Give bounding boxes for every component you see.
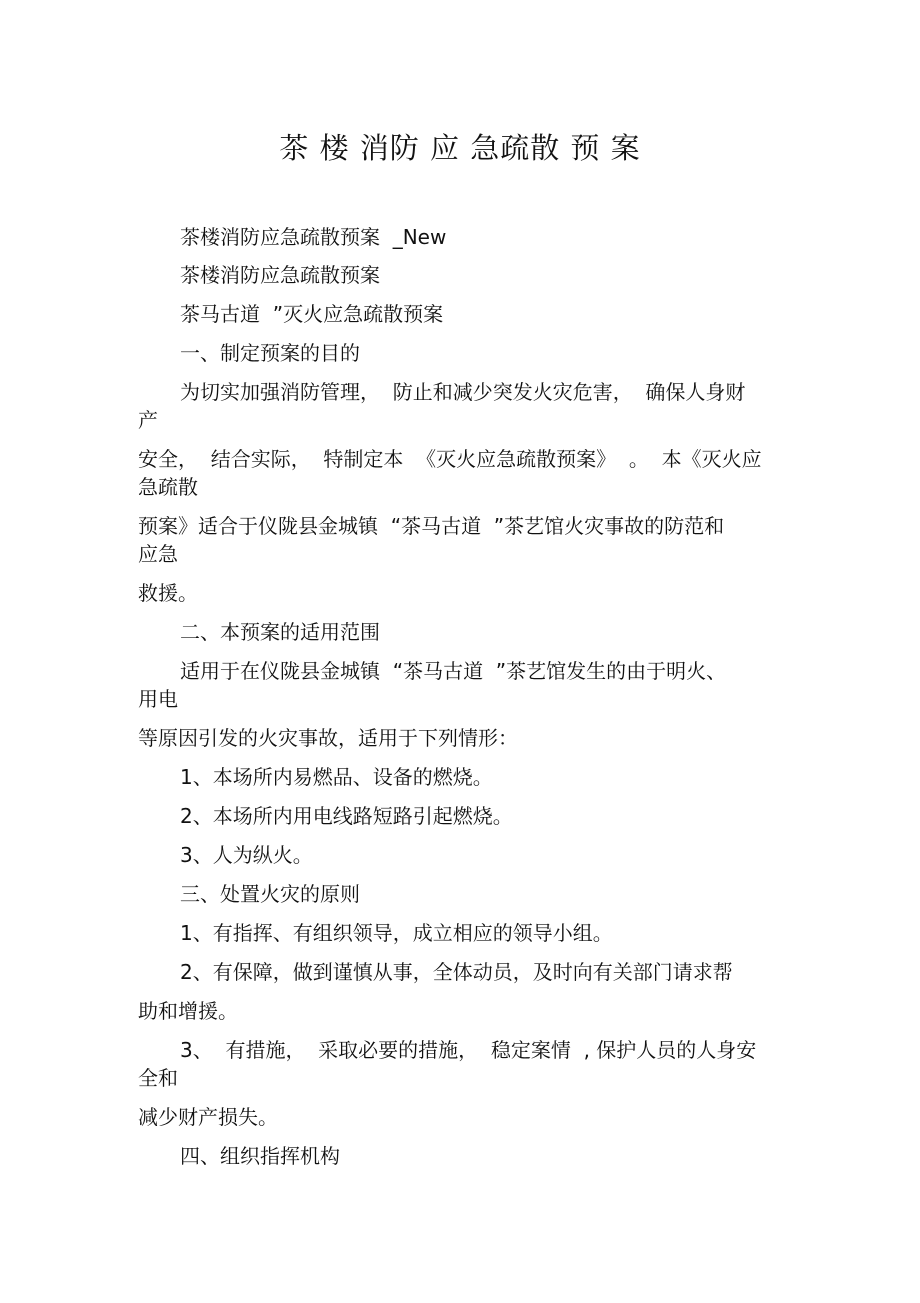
paragraph-line: 用电 <box>138 687 178 711</box>
paragraph-line: 安全， 结合实际， 特制定本 《灭火应急疏散预案》 。 本《灭火应 <box>138 447 762 471</box>
text-line-subtitle-new: 茶楼消防应急疏散预案 _New <box>180 225 447 249</box>
document-title: 茶 楼 消防 应 急疏散 预 案 <box>279 131 641 165</box>
paragraph-line: 急疏散 <box>138 475 198 499</box>
list-item: 3、 有措施， 采取必要的措施， 稳定案情 , 保护人员的人身安 <box>180 1038 757 1062</box>
paragraph-line: 产 <box>138 408 158 432</box>
paragraph-line: 预案》适合于仪陇县金城镇 “茶马古道 ”茶艺馆火灾事故的防范和 <box>138 514 725 538</box>
paragraph-line: 救援。 <box>138 581 198 605</box>
paragraph-line: 全和 <box>138 1066 178 1090</box>
paragraph-line: 适用于在仪陇县金城镇 “茶马古道 ”茶艺馆发生的由于明火、 <box>180 659 727 683</box>
text-line-subtitle: 茶楼消防应急疏散预案 <box>180 263 380 287</box>
list-item: 3、人为纵火。 <box>180 843 313 867</box>
list-item: 1、有指挥、有组织领导，成立相应的领导小组。 <box>180 921 613 945</box>
section-heading-3: 三、处置火灾的原则 <box>180 882 360 906</box>
paragraph-line: 为切实加强消防管理， 防止和减少突发火灾危害， 确保人身财 <box>180 380 746 404</box>
section-heading-4: 四、组织指挥机构 <box>180 1144 340 1168</box>
section-heading-1: 一、制定预案的目的 <box>180 341 360 365</box>
paragraph-line: 减少财产损失。 <box>138 1105 278 1129</box>
paragraph-line: 助和增援。 <box>138 999 238 1023</box>
paragraph-line: 等原因引发的火灾事故，适用于下列情形： <box>138 726 518 750</box>
section-heading-2: 二、本预案的适用范围 <box>180 620 380 644</box>
list-item: 1、本场所内易燃品、设备的燃烧。 <box>180 765 493 789</box>
paragraph-line: 应急 <box>138 542 178 566</box>
list-item: 2、本场所内用电线路短路引起燃烧。 <box>180 804 513 828</box>
list-item: 2、有保障，做到谨慎从事，全体动员，及时向有关部门请求帮 <box>180 960 733 984</box>
text-line-plan-name: 茶马古道 ”灭火应急疏散预案 <box>180 302 444 326</box>
